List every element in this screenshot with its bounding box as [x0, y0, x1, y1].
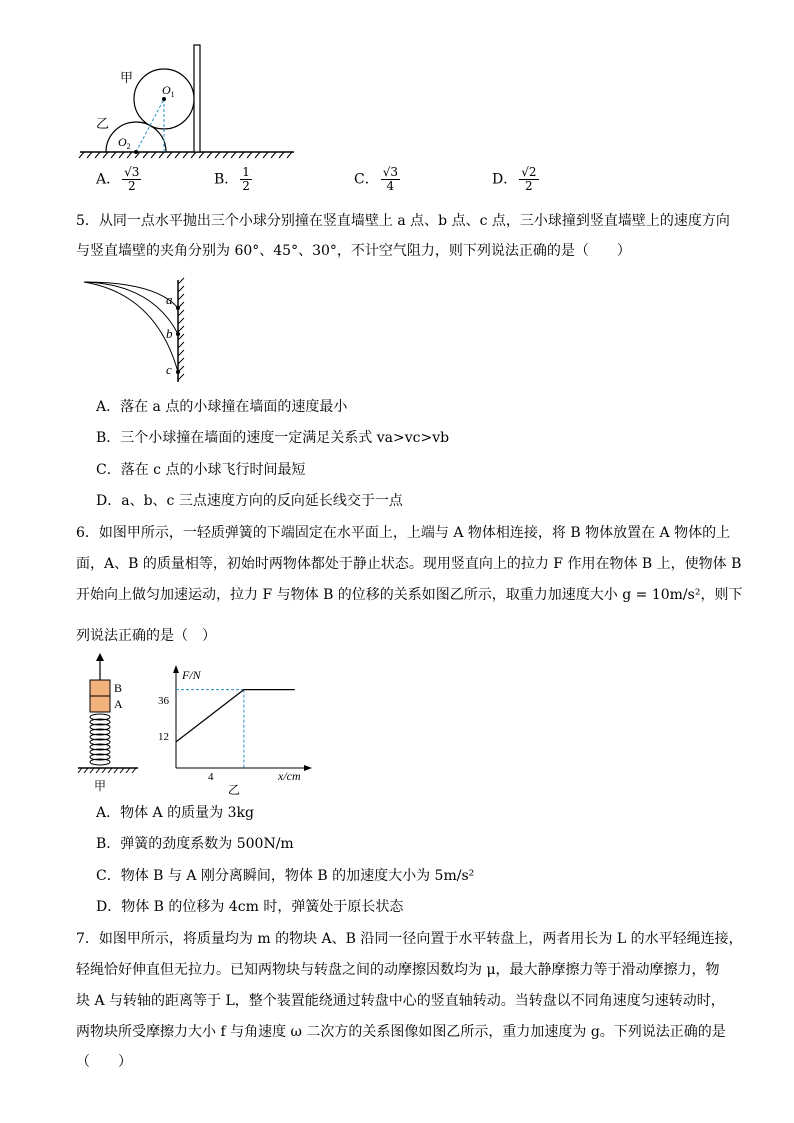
tick-4: 4: [208, 771, 214, 783]
q7-stem-line3: 块 A 与转轴的距离等于 L，整个装置能绕通过转盘中心的竖直轴转动。当转盘以不同角速度匀速转动时，: [76, 993, 725, 1009]
label-o2: $O_2$: [118, 135, 131, 151]
q7-stem-line1: 7．如图甲所示，将质量均为 m 的物块 A、B 沿同一径向置于水平转盘上，两者用长为 L 的水平轻绳连接，: [76, 931, 743, 947]
tick-36: 36: [158, 695, 169, 707]
q6-figure-yi-chart: [150, 660, 320, 798]
q6-stem-line3: 开始向上做匀加速运动，拉力 F 与物体 B 的位移的关系如图乙所示，取重力加速度大小 g = 10m/s²，则下: [76, 587, 743, 603]
q5-figure: [80, 274, 200, 386]
q4-option-d[interactable]: D． $\frac{√2}{2}$: [492, 165, 537, 193]
tick-12: 12: [158, 731, 169, 743]
x-axis-label: x/cm: [278, 769, 301, 783]
q4-option-b[interactable]: B． $\frac{1}{2}$: [214, 165, 250, 193]
label-c: c: [166, 362, 172, 377]
q4-figure: [76, 40, 300, 160]
q6-stem-line2: 面，A、B 的质量相等，初始时两物体都处于静止状态。现用竖直向上的拉力 F 作用在物体 B 上，使物体 B: [76, 556, 742, 572]
q6-stem-line1: 6．如图甲所示，一轻质弹簧的下端固定在水平面上，上端与 A 物体相连接，将 B 物体放置在 A 物体的上: [76, 525, 731, 541]
q7-stem-line5: （ ）: [76, 1054, 132, 1070]
q7-stem-line4: 两物块所受摩擦力大小 f 与角速度 ω 二次方的关系图像如图乙所示，重力加速度为 g。下列说法正确的是: [76, 1024, 726, 1040]
label-jia: 甲: [120, 70, 134, 85]
series-line-f-vs-x: [176, 690, 295, 742]
q5-option-c[interactable]: C．落在 c 点的小球飞行时间最短: [96, 462, 306, 478]
q5-option-d[interactable]: D．a、b、c 三点速度方向的反向延长线交于一点: [96, 493, 403, 509]
q4-option-a[interactable]: A． $\frac{√3}{2}$: [96, 165, 140, 193]
label-yi: 乙: [228, 783, 241, 797]
label-o1: $O_1$: [162, 83, 175, 99]
y-axis-label: F/N: [182, 668, 201, 682]
block-b-label: B: [114, 681, 123, 695]
q5-option-a[interactable]: A．落在 a 点的小球撞在墙面的速度最小: [96, 399, 348, 415]
q6-option-b[interactable]: B．弹簧的劲度系数为 500N/m: [96, 836, 294, 852]
q5-stem-line2: 与竖直墙壁的夹角分别为 60°、45°、30°，不计空气阻力，则下列说法正确的是（ ）: [76, 243, 631, 259]
q5-stem-line1: 5．从同一点水平抛出三个小球分别撞在竖直墙壁上 a 点、b 点、c 点，三小球撞到竖直墙壁上的速度方向: [76, 213, 730, 229]
q6-option-d[interactable]: D．物体 B 的位移为 4cm 时，弹簧处于原长状态: [96, 899, 404, 915]
label-jia: 甲: [94, 779, 107, 793]
label-a: a: [166, 292, 173, 307]
label-yi: 乙: [96, 116, 110, 131]
q4-option-c[interactable]: C． $\frac{√3}{4}$: [354, 165, 398, 193]
q6-stem-line4: 列说法正确的是（ ）: [76, 628, 216, 644]
block-a-label: A: [114, 697, 123, 711]
label-b: b: [166, 326, 173, 341]
q5-option-b[interactable]: B．三个小球撞在墙面的速度一定满足关系式 va>vc>vb: [96, 430, 450, 446]
q6-figure-jia: [76, 650, 146, 796]
q6-option-c[interactable]: C．物体 B 与 A 刚分离瞬间，物体 B 的加速度大小为 5m/s²: [96, 868, 475, 884]
q7-stem-line2: 轻绳恰好伸直但无拉力。已知两物块与转盘之间的动摩擦因数均为 μ，最大静摩擦力等于滑动摩擦力，物: [76, 962, 720, 978]
q6-option-a[interactable]: A．物体 A 的质量为 3kg: [96, 805, 254, 821]
